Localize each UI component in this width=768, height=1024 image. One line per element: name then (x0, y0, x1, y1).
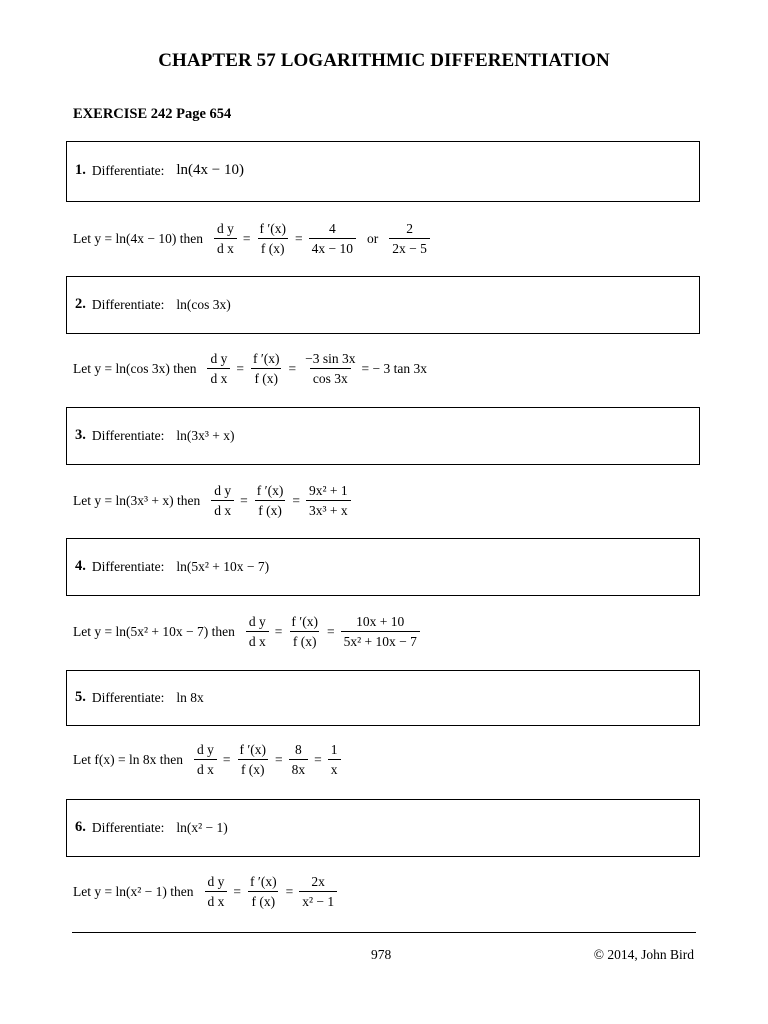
question-label: Differentiate: (91, 162, 165, 178)
solution-4: Let y = ln(5x² + 10x − 7) then $\frac{\text{d y}}{\text{d x}}$ = $\frac{f '(x)}{f (x)}$ = $\frac{10x + 10}{\text{5x² + 10x − 7}}$ (73, 613, 423, 650)
derivative-fraction: $\frac{\text{d y}}{\text{d x}}$ (211, 482, 234, 519)
question-number: 1. (75, 162, 86, 178)
exercise-heading: EXERCISE 242 Page 654 (73, 106, 232, 122)
question-box-4 (66, 538, 700, 596)
result-fraction: $\frac{10x + 10}{\text{5x² + 10x − 7}}$ (341, 613, 420, 650)
question-label: Differentiate: (91, 689, 165, 705)
rule-fraction: $\frac{f '(x)}{f (x)}$ (291, 614, 318, 649)
simplified-fraction: $\frac{1}{x}$ (328, 741, 341, 778)
question-number: 3. (75, 427, 86, 443)
solution-lead: Let y = ln(5x² + 10x − 7) then (73, 623, 235, 639)
connector-text: or (367, 230, 379, 246)
question-expression: ln(cos 3x) (176, 296, 231, 312)
question-box-2 (66, 276, 700, 334)
solution-3: Let y = ln(3x³ + x) then $\frac{\text{d y}}{\text{d x}}$ = $\frac{f '(x)}{f (x)}$ = $\frac{\text{9x² + 1}}{\text{3x³ + x}}$ (73, 482, 354, 519)
derivative-fraction: $\frac{\text{d y}}{\text{d x}}$ (214, 220, 237, 257)
rule-fraction: $\frac{f '(x)}{f (x)}$ (256, 483, 284, 518)
question-box-5 (66, 670, 700, 726)
question-label: Differentiate: (91, 819, 165, 835)
question-expression: ln(5x² + 10x − 7) (176, 558, 270, 574)
question-number: 4. (75, 558, 86, 574)
derivative-fraction: $\frac{\text{d y}}{\text{d x}}$ (207, 350, 230, 387)
alternate-fraction: $\frac{2}{2x - 5}$ (389, 220, 430, 257)
solution-6: Let y = ln(x² − 1) then $\frac{\text{d y}}{\text{d x}}$ = $\frac{f '(x)}{f (x)}$ = $\frac{2x}{\text{x² − 1}}$ (73, 873, 340, 910)
solution-lead: Let y = ln(3x³ + x) then (73, 492, 201, 508)
derivative-fraction: $\frac{\text{d y}}{\text{d x}}$ (246, 613, 269, 650)
solution-lead: Let y = ln(4x − 10) then (73, 230, 203, 246)
footer-divider (72, 932, 696, 933)
question-box-6 (66, 799, 700, 857)
solution-lead: Let y = ln(cos 3x) then (73, 360, 197, 376)
result-fraction: $\frac{-3 \sin 3x}{\cos 3x}$ (305, 351, 356, 386)
question-expression: ln(3x³ + x) (176, 427, 235, 443)
rule-fraction: $\frac{f '(x)}{f (x)}$ (259, 221, 287, 256)
question-number: 5. (75, 689, 86, 705)
derivative-fraction: $\frac{\text{d y}}{\text{d x}}$ (194, 741, 217, 778)
question-label: Differentiate: (91, 296, 165, 312)
result-fraction: $\frac{\text{9x² + 1}}{\text{3x³ + x}}$ (306, 482, 351, 519)
solution-lead: Let f(x) = ln 8x then (73, 751, 183, 767)
rule-fraction: $\frac{f '(x)}{f (x)}$ (250, 874, 277, 909)
question-expression: ln 8x (176, 689, 204, 705)
copyright-notice: © 2014, John Bird (593, 947, 694, 962)
result-fraction: $\frac{8}{8x}$ (289, 741, 309, 778)
question-box-1 (66, 141, 700, 202)
question-expression: ln(x² − 1) (176, 819, 228, 835)
question-label: Differentiate: (91, 427, 165, 443)
question-box-3 (66, 407, 700, 465)
rule-fraction: $\frac{f '(x)}{f (x)}$ (239, 742, 267, 777)
solution-1: Let y = ln(4x − 10) then $\frac{\text{d y}}{\text{d x}}$ = $\frac{f '(x)}{f (x)}$ = $\frac{4}{4x - 10}$ or $\frac{2}{2x - 5}$ (73, 220, 433, 257)
page-number: 978 (371, 947, 392, 962)
solution-lead: Let y = ln(x² − 1) then (73, 883, 194, 899)
result-tail: = − 3 tan 3x (361, 360, 428, 376)
result-fraction: $\frac{2x}{\text{x² − 1}}$ (299, 873, 337, 910)
question-expression: ln(4x − 10) (176, 162, 244, 178)
derivative-fraction: $\frac{\text{d y}}{\text{d x}}$ (205, 873, 228, 910)
chapter-title: CHAPTER 57 LOGARITHMIC DIFFERENTIATION (158, 50, 610, 71)
result-fraction: $\frac{4}{4x - 10}$ (309, 220, 356, 257)
rule-fraction: $\frac{f '(x)}{f (x)}$ (252, 351, 280, 386)
question-number: 2. (75, 296, 86, 312)
solution-5: Let f(x) = ln 8x then $\frac{\text{d y}}{\text{d x}}$ = $\frac{f '(x)}{f (x)}$ = $\frac{8}{8x}$ = $\frac{1}{x}$ (73, 741, 344, 778)
question-number: 6. (75, 819, 86, 835)
solution-2: Let y = ln(cos 3x) then $\frac{\text{d y}}{\text{d x}}$ = $\frac{f '(x)}{f (x)}$ = $\frac{-3 \sin 3x}{\cos 3x}$ = − 3 tan 3x (73, 351, 428, 386)
question-label: Differentiate: (91, 558, 165, 574)
